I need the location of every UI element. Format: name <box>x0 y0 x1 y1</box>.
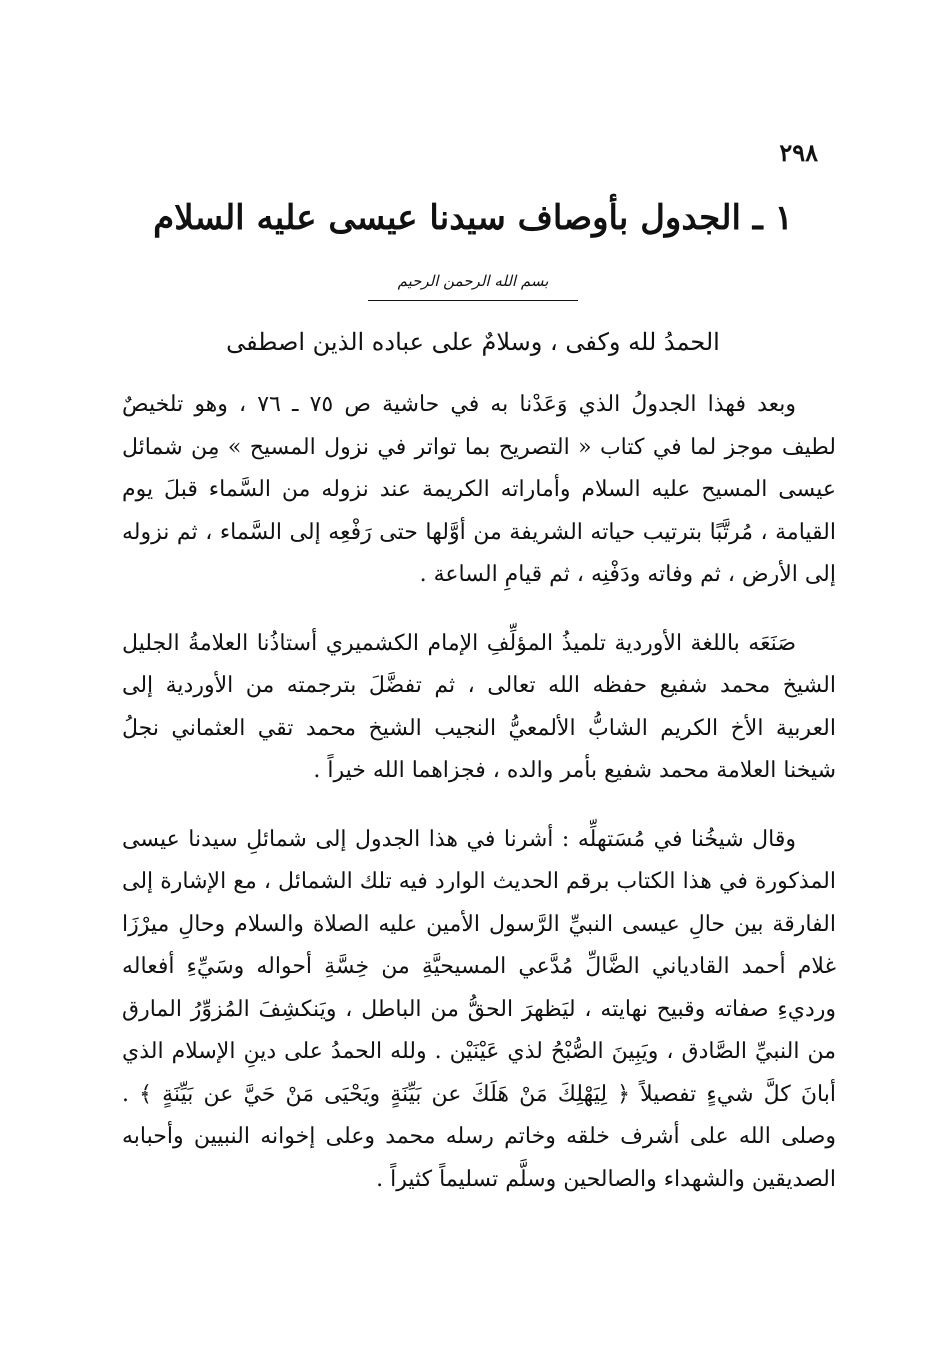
paragraph-preface: وقال شيخُنا في مُسَتهلِّه : أشرنا في هذا الجدول إلى شمائلِ سيدنا عيسى المذكورة في هذا الكتاب برقم الحديث الوارد فيه تلك الشمائل ، مع الإشارة إلى الفارقة بين حالِ عيسى النبيِّ الرَّسول الأمين عليه الصلاة والسلام وحالِ ميرْزَا غلام أحمد القادياني الضَّالِّ مُدَّعي المسيحيَّةِ من خِسَّةِ أحواله وسَيِّءِ أفعاله ورديءِ صفاته وقبيح نهايته ، ليَظهرَ الحقُّ من الباطل ، ويَنكشِفَ المُزوِّرُ المارق من النبيِّ الصَّادق ، ويَبِينَ الصُّبْحُ لذي عَيْنَيْن . ولله الحمدُ على دينِ الإسلام الذي أبانَ كلَّ شيءٍ تفصيلاً ﴿ لِيَهْلِكَ مَنْ هَلَكَ عن بَيِّنَةٍ ويَحْيَى مَنْ حَيَّ عن بَيِّنَةٍ ﴾ . وصلى الله على أشرف خلقه وخاتم رسله محمد وعلى إخوانه النبيين وأحبابه الصديقين والشهداء والصالحين وسلَّم تسليماً كثيراً . <box>122 826 836 1192</box>
chapter-title: ١ ـ الجدول بأوصاف سيدنا عيسى عليه السلام <box>153 198 793 238</box>
paragraph-author: صَنَعَه باللغة الأوردية تلميذُ المؤلِّفِ الإمام الكشميري أستاذُنا العلامةُ الجليل الشيخ محمد شفيع حفظه الله تعالى ، ثم تفضَّلَ بترجمته من الأوردية إلى العربية الأخ الكريم الشابُّ الألمعيُّ النجيب الشيخ محمد تقي العثماني نجلُ شيخنا العلامة محمد شفيع بأمر والده ، فجزاهما الله خيراً . <box>122 630 836 783</box>
page-number: ٢٩٨ <box>779 138 818 167</box>
body-text <box>122 384 836 1227</box>
paragraph-intro: وبعد فهذا الجدولُ الذي وَعَدْنا به في حاشية ص ٧٥ ـ ٧٦ ، وهو تلخيصٌ لطيف موجز لما في كتاب « التصريح بما تواتر في نزول المسيح » مِن شمائل عيسى المسيح عليه السلام وأماراته الكريمة عند نزوله من السَّماء قبلَ يوم القيامة ، مُرتَّبًا بترتيب حياته الشريفة من أوَّلها حتى رَفْعِه إلى السَّماء ، ثم نزوله إلى الأرض ، ثم وفاته ودَفْنِه ، ثم قيامِ الساعة . <box>122 392 836 587</box>
basmala-underline <box>368 300 578 301</box>
basmala: بسم الله الرحمن الرحيم <box>397 272 549 290</box>
opening-praise: الحمدُ لله وكفى ، وسلامٌ على عباده الذين اصطفى <box>226 328 720 356</box>
